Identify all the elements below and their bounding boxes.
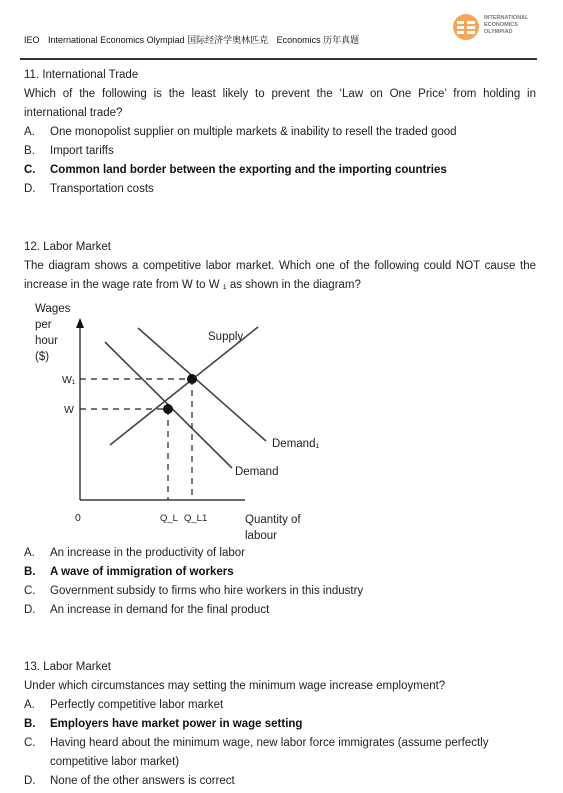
demand1-curve xyxy=(138,328,266,441)
option-12-b[interactable] xyxy=(24,563,536,582)
question-13-text: Under which circumstances may setting the minimum wage increase employment? xyxy=(24,680,446,692)
option-letter: C. xyxy=(24,164,36,176)
option-letter: B. xyxy=(24,718,36,730)
logo-line: ECONOMICS xyxy=(484,22,518,28)
y-axis-label: hour xyxy=(35,335,59,347)
question-13-title: 13. Labor Market xyxy=(24,661,111,673)
option-text: An increase in demand for the final product xyxy=(50,604,270,616)
y-axis-label: ($) xyxy=(35,351,50,363)
option-13-d[interactable] xyxy=(24,772,536,791)
question-13 xyxy=(24,658,536,791)
option-11-a[interactable] xyxy=(24,123,536,142)
logo-text xyxy=(484,15,529,36)
ieo-logo-icon xyxy=(452,12,482,42)
y-axis-label: per xyxy=(35,319,52,331)
logo-line: INTERNATIONAL xyxy=(484,15,529,21)
question-11 xyxy=(24,66,536,199)
option-letter: C. xyxy=(24,585,36,597)
option-13-b[interactable] xyxy=(24,715,536,734)
option-text: One monopolist supplier on multiple markets & inability to resell the traded good xyxy=(50,126,457,138)
supply-curve xyxy=(110,327,258,445)
question-11-title: 11. International Trade xyxy=(24,69,139,81)
logo-line: OLYMPIAD xyxy=(484,29,513,35)
x-axis-label: labour xyxy=(245,530,277,542)
header-abbr: IEO xyxy=(24,35,40,45)
option-text: Import tariffs xyxy=(50,145,114,157)
page-header xyxy=(24,33,365,46)
demand1-label: Demand₁ xyxy=(272,438,320,450)
ql-label: Q_L xyxy=(160,513,178,524)
option-13-a[interactable] xyxy=(24,696,536,715)
option-11-d[interactable] xyxy=(24,180,536,199)
question-12-options xyxy=(24,544,536,620)
question-12-title: 12. Labor Market xyxy=(24,241,111,253)
header-title: International Economics Olympiad 国际经济学奥林匹克 xyxy=(48,35,269,45)
option-letter: B. xyxy=(24,145,35,157)
option-11-b[interactable] xyxy=(24,142,536,161)
option-letter: D. xyxy=(24,604,36,616)
option-text: Having heard about the minimum wage, new labor force immigrates (assume perfectly competitive labor market) xyxy=(50,737,489,768)
option-11-c[interactable] xyxy=(24,161,536,180)
option-12-c[interactable] xyxy=(24,582,536,601)
option-12-d[interactable] xyxy=(24,601,536,620)
ql1-label: Q_L1 xyxy=(184,513,208,524)
origin-label: 0 xyxy=(75,512,81,524)
question-12 xyxy=(24,238,536,295)
w-label: W xyxy=(64,404,74,416)
option-text: Transportation costs xyxy=(50,183,154,195)
header-subtitle: Economics 历年真题 xyxy=(276,35,360,45)
option-letter: D. xyxy=(24,183,36,195)
option-letter: D. xyxy=(24,775,36,787)
question-11-text: Which of the following is the least likely to prevent the ‘Law on One Price’ from holding in international trade? xyxy=(24,88,536,119)
equilibrium-point xyxy=(163,404,173,414)
option-letter: A. xyxy=(24,699,35,711)
option-12-a[interactable] xyxy=(24,544,536,563)
option-text: None of the other answers is correct xyxy=(50,775,235,787)
option-letter: B. xyxy=(24,566,36,578)
option-text: Employers have market power in wage setting xyxy=(50,718,303,730)
option-text: Perfectly competitive labor market xyxy=(50,699,224,711)
option-text: An increase in the productivity of labor xyxy=(50,547,245,559)
option-letter: A. xyxy=(24,126,35,138)
option-text: Government subsidy to firms who hire workers in this industry xyxy=(50,585,364,597)
option-text: Common land border between the exporting and the importing countries xyxy=(50,164,447,176)
x-axis-label: Quantity of xyxy=(245,514,301,526)
option-letter: C. xyxy=(24,737,36,749)
option-text: A wave of immigration of workers xyxy=(50,566,234,578)
equilibrium-point-1 xyxy=(187,374,197,384)
ieo-logo xyxy=(452,12,542,44)
option-letter: A. xyxy=(24,547,35,559)
y-axis-arrow xyxy=(76,318,84,328)
demand-label: Demand xyxy=(235,466,279,478)
labor-market-diagram xyxy=(30,300,330,545)
supply-label: Supply xyxy=(208,331,244,343)
y-axis-label: Wages xyxy=(35,303,71,315)
option-13-c[interactable] xyxy=(24,734,536,772)
w1-label: W₁ xyxy=(62,374,76,386)
question-12-text: The diagram shows a competitive labor market. Which one of the following could NOT cause the increase in the wage rate from W to W ₁ as shown in the diagram? xyxy=(24,260,536,291)
header-divider xyxy=(20,58,537,60)
